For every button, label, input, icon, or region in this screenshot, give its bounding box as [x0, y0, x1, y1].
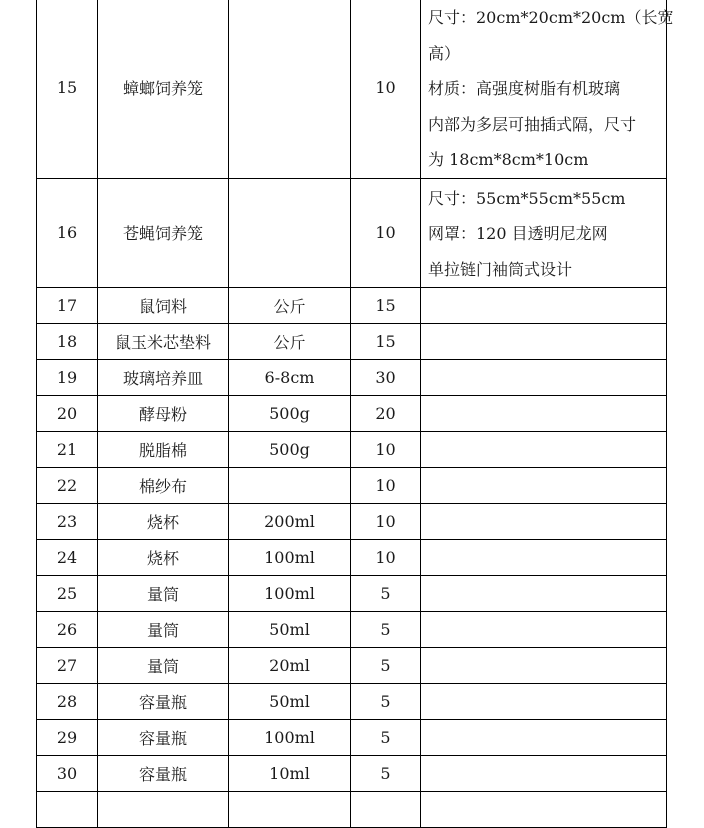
item-notes: [421, 504, 667, 540]
item-notes: [421, 720, 667, 756]
item-name: 容量瓶: [98, 756, 229, 792]
item-quantity: 10: [351, 178, 421, 288]
item-number: 24: [37, 540, 98, 576]
item-spec: 50ml: [229, 684, 351, 720]
item-quantity: 5: [351, 720, 421, 756]
table-row: [37, 504, 667, 540]
item-name: 鼠玉米芯垫料: [98, 324, 229, 360]
item-spec: 500g: [229, 396, 351, 432]
item-quantity: 10: [351, 540, 421, 576]
item-quantity: 15: [351, 324, 421, 360]
item-name: 量筒: [98, 612, 229, 648]
item-spec: [229, 468, 351, 504]
note-line: 尺寸：20cm*20cm*20cm（长宽: [428, 8, 674, 27]
table-row: [37, 360, 667, 396]
note-line: 高）: [428, 43, 461, 63]
item-name: 量筒: [98, 576, 229, 612]
equipment-table: [36, 0, 674, 828]
item-notes: [421, 576, 667, 612]
item-spec: [229, 792, 351, 828]
note-line: 尺寸：55cm*55cm*55cm: [428, 188, 626, 208]
item-number: 29: [37, 720, 98, 756]
item-name: [98, 792, 229, 828]
item-name: 容量瓶: [98, 720, 229, 756]
item-number: 21: [37, 432, 98, 468]
item-notes: [421, 396, 667, 432]
item-name: 烧杯: [98, 540, 229, 576]
item-quantity: 10: [351, 0, 421, 178]
table-row: [37, 288, 667, 324]
item-spec: 10ml: [229, 756, 351, 792]
item-notes: [421, 540, 667, 576]
item-quantity: 10: [351, 468, 421, 504]
equipment-table-body: [37, 0, 674, 828]
item-quantity: 5: [351, 576, 421, 612]
item-name: 脱脂棉: [98, 432, 229, 468]
item-spec: 公斤: [229, 324, 351, 360]
table-row: [37, 648, 667, 684]
item-number: 25: [37, 576, 98, 612]
table-row: [37, 612, 667, 648]
item-notes: [421, 432, 667, 468]
item-notes: [421, 612, 667, 648]
item-notes: [421, 288, 667, 324]
item-number: 28: [37, 684, 98, 720]
item-spec: 50ml: [229, 612, 351, 648]
item-quantity: 30: [351, 360, 421, 396]
item-spec: 500g: [229, 432, 351, 468]
item-number: 20: [37, 396, 98, 432]
item-number: 18: [37, 324, 98, 360]
item-name: 玻璃培养皿: [98, 360, 229, 396]
table-row: [37, 432, 667, 468]
item-quantity: [351, 792, 421, 828]
table-row: [37, 324, 667, 360]
table-row: [37, 792, 667, 828]
item-quantity: 20: [351, 396, 421, 432]
note-line: 为 18cm*8cm*10cm: [428, 150, 589, 169]
item-spec: [229, 178, 351, 288]
item-spec: 200ml: [229, 504, 351, 540]
item-notes: [421, 648, 667, 684]
item-notes: [421, 324, 667, 360]
item-number: 16: [37, 178, 98, 288]
item-name: 蟑螂饲养笼: [98, 0, 229, 178]
item-notes: [421, 684, 667, 720]
table-row: [37, 684, 667, 720]
note-line: 材质：高强度树脂有机玻璃: [428, 79, 621, 98]
item-spec: 100ml: [229, 720, 351, 756]
item-name: 量筒: [98, 648, 229, 684]
table-row: [37, 0, 667, 178]
item-notes: [421, 756, 667, 792]
item-quantity: 5: [351, 648, 421, 684]
item-notes: [421, 468, 667, 504]
item-number: 27: [37, 648, 98, 684]
item-name: 酵母粉: [98, 396, 229, 432]
item-name: 鼠饲料: [98, 288, 229, 324]
note-line: 网罩：120 目透明尼龙网: [428, 224, 608, 243]
item-number: 22: [37, 468, 98, 504]
item-name: 烧杯: [98, 504, 229, 540]
item-notes: [421, 792, 667, 828]
item-number: 17: [37, 288, 98, 324]
item-number: 30: [37, 756, 98, 792]
item-number: 23: [37, 504, 98, 540]
item-notes: [421, 0, 674, 178]
item-quantity: 10: [351, 504, 421, 540]
item-quantity: 5: [351, 612, 421, 648]
table-row: [37, 396, 667, 432]
item-quantity: 10: [351, 432, 421, 468]
note-line: 单拉链门袖筒式设计: [428, 259, 573, 279]
item-spec: 公斤: [229, 288, 351, 324]
item-quantity: 5: [351, 684, 421, 720]
table-row: [37, 576, 667, 612]
item-quantity: 15: [351, 288, 421, 324]
item-spec: [229, 0, 351, 178]
item-spec: 100ml: [229, 576, 351, 612]
item-number: 26: [37, 612, 98, 648]
table-row: [37, 756, 667, 792]
item-notes: [421, 360, 667, 396]
item-number: 19: [37, 360, 98, 396]
table-row: [37, 468, 667, 504]
item-number: [37, 792, 98, 828]
note-line: 内部为多层可抽插式隔，尺寸: [428, 114, 637, 134]
table-row: [37, 178, 667, 288]
item-quantity: 5: [351, 756, 421, 792]
item-name: 棉纱布: [98, 468, 229, 504]
item-number: 15: [37, 0, 98, 178]
table-row: [37, 540, 667, 576]
item-notes: [421, 178, 667, 288]
equipment-list-sheet: [36, 0, 674, 828]
item-spec: 100ml: [229, 540, 351, 576]
item-spec: 6-8cm: [229, 360, 351, 396]
item-spec: 20ml: [229, 648, 351, 684]
table-row: [37, 720, 667, 756]
item-name: 苍蝇饲养笼: [98, 178, 229, 288]
item-name: 容量瓶: [98, 684, 229, 720]
